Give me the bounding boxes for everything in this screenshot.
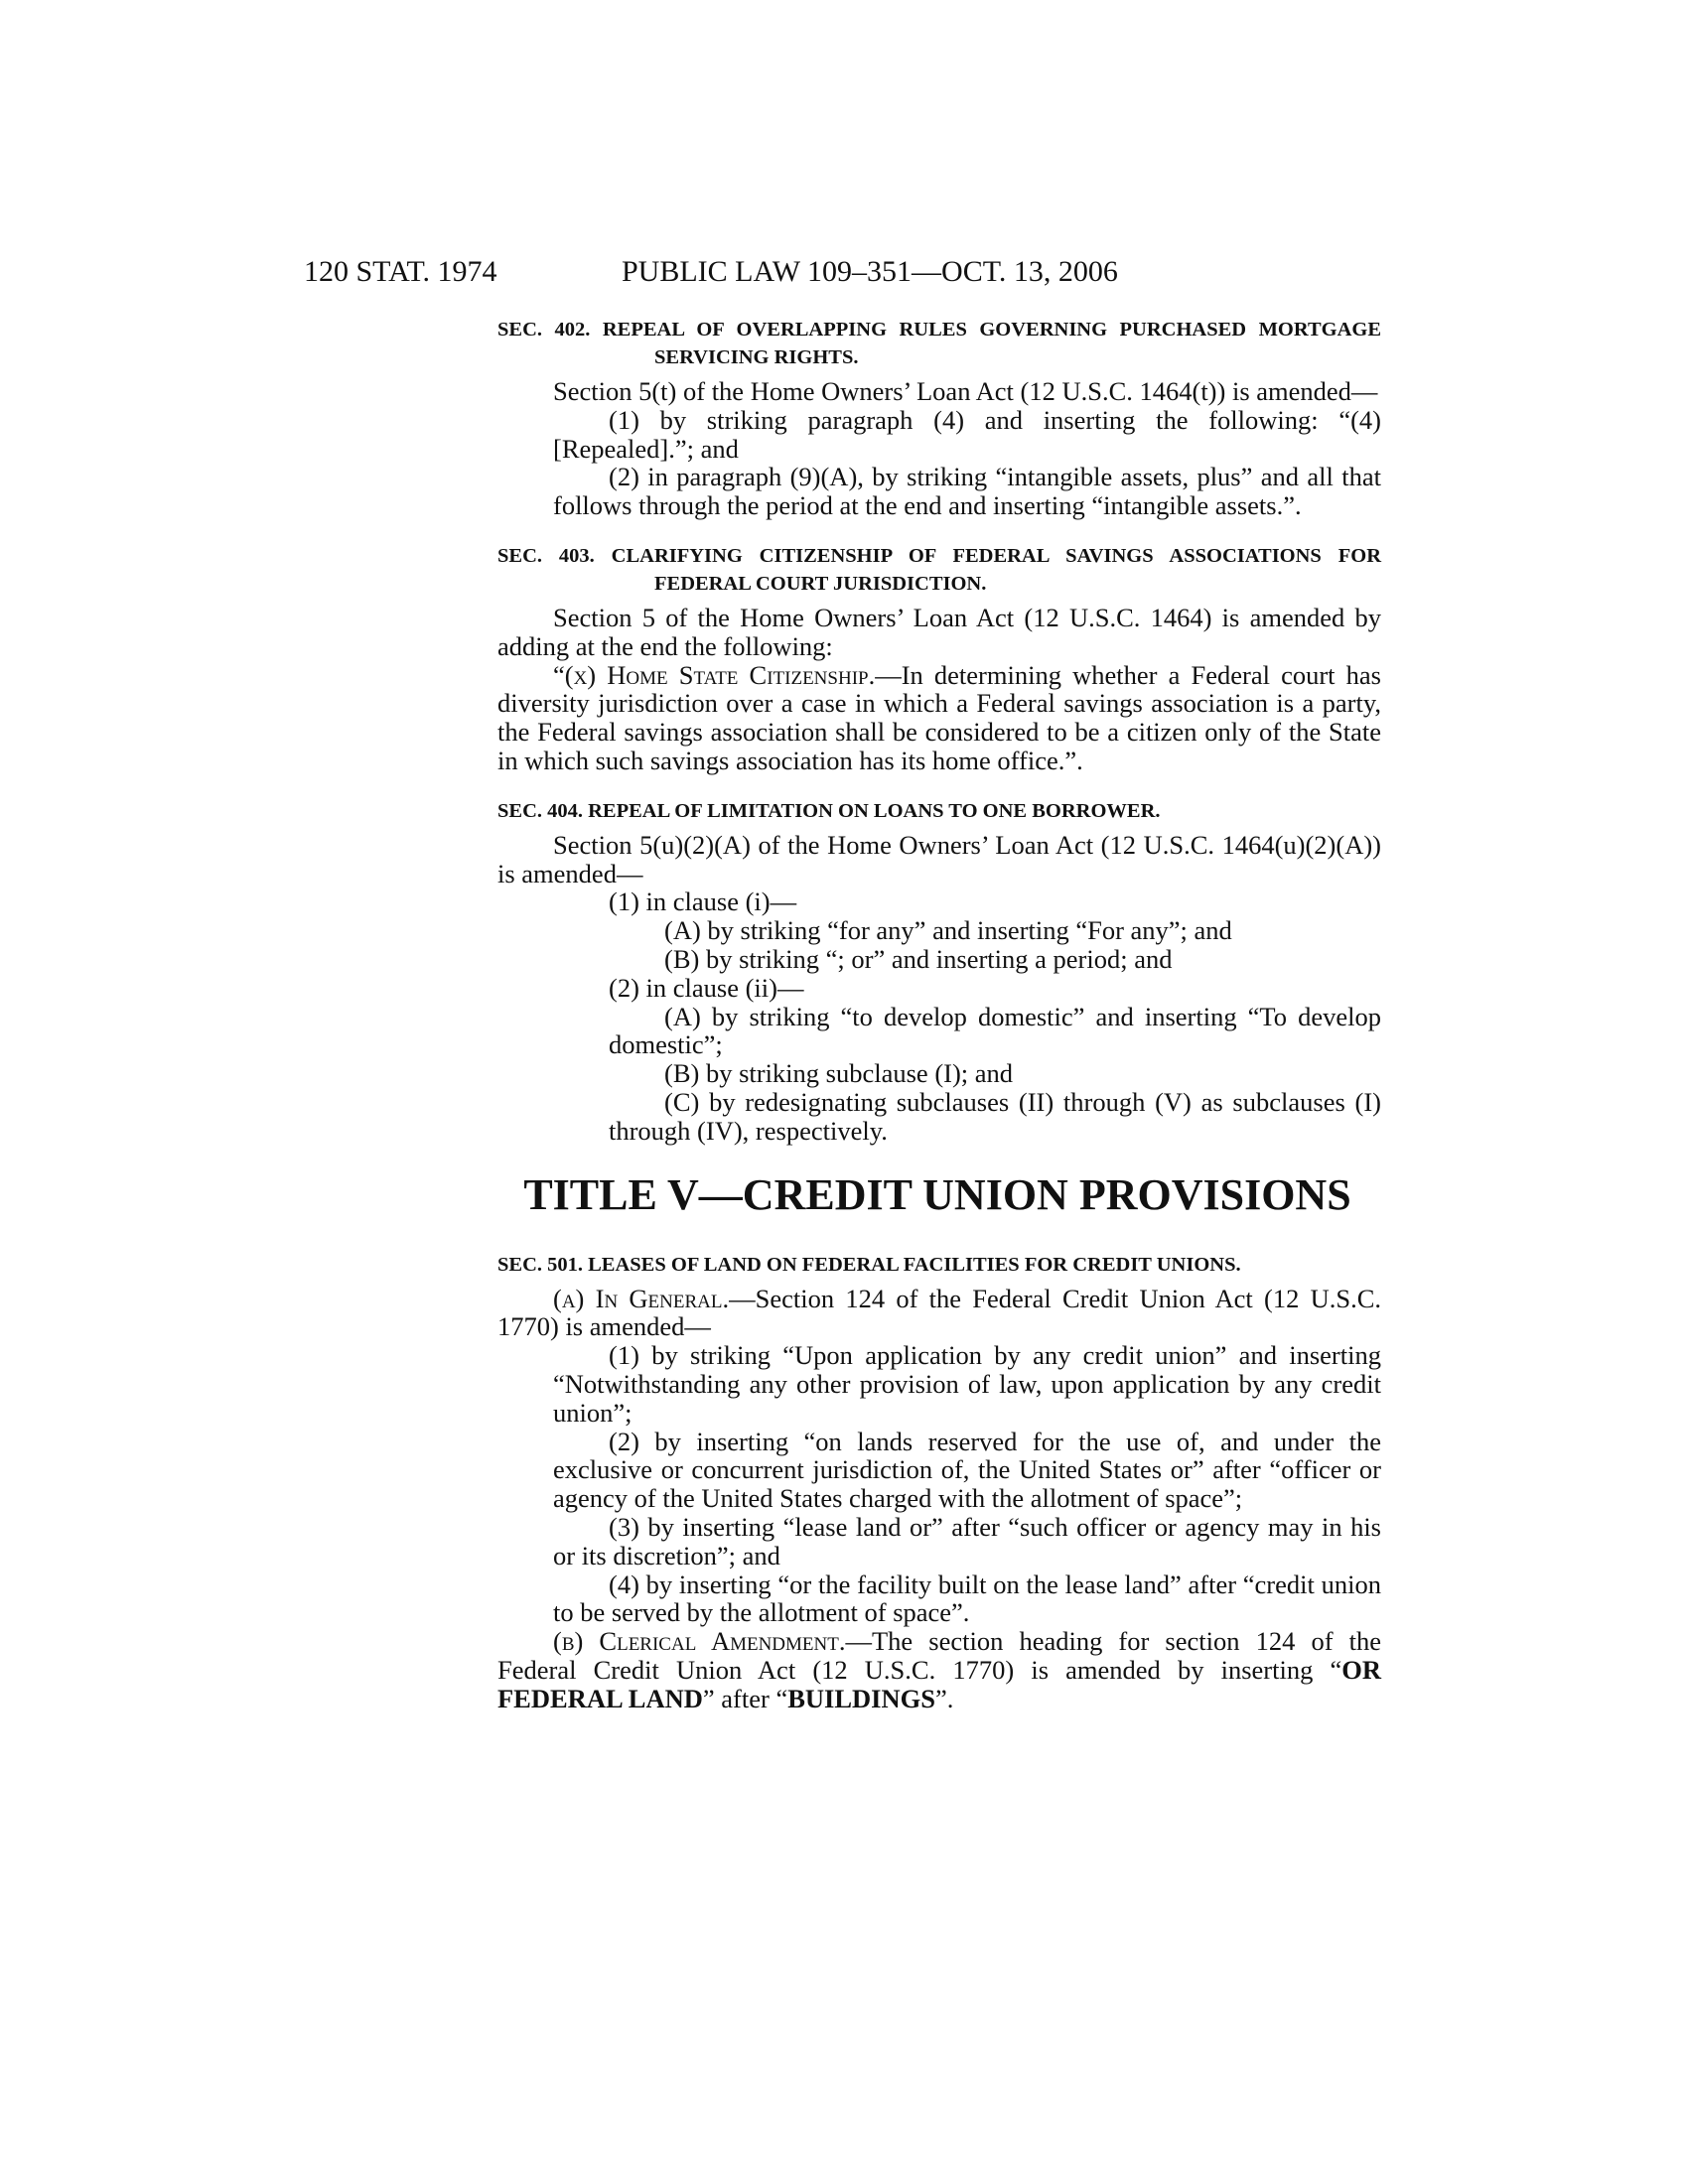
subsection-b-text-1: —The section heading for section 124 of the Federal Credit Union Act (12 U.S.C. 1770) is amended by inserting “	[497, 1626, 1381, 1685]
section-402-item-2: (2) in paragraph (9)(A), by striking “intangible assets, plus” and all that follows through the period at the end and inserting “intangible assets.”.	[553, 462, 1381, 521]
section-404-clause-1-item-b: (B) by striking “; or” and inserting a period; and	[664, 943, 1173, 974]
statute-page-number: 120 STAT. 1974	[304, 255, 497, 288]
section-403-heading: SEC. 403. CLARIFYING CITIZENSHIP OF FEDERAL SAVINGS ASSOCIATIONS FOR FEDERAL COURT JURISDICTION.	[497, 544, 1381, 595]
section-501-item-4: (4) by inserting “or the facility built on the lease land” after “credit union to be served by the allotment of space”.	[553, 1569, 1381, 1628]
section-404-clause-2-item-a: (A) by striking “to develop domestic” and inserting “To develop domestic”;	[609, 1001, 1381, 1060]
subsection-a-label: (a) In General.	[553, 1283, 730, 1313]
section-404-clause-1: (1) in clause (i)—	[609, 887, 797, 917]
document-body	[497, 316, 1381, 1712]
subsection-b-text-3: ”.	[934, 1683, 954, 1713]
section-402-intro: Section 5(t) of the Home Owners’ Loan Act (12 U.S.C. 1464(t)) is amended—	[553, 376, 1378, 406]
subsection-b-text-2: ” after “	[702, 1683, 788, 1713]
subsection-b-bold-2: BUILDINGS	[787, 1683, 935, 1713]
running-header	[304, 252, 1386, 292]
subsection-b-bold-1: OR FEDERAL LAND	[497, 1654, 1381, 1713]
subsection-x-text: —In determining whether a Federal court has diversity jurisdiction over a case in which a Federal savings association is a party, the Federal savings association shall be considered to be a citizen only of the State in which such savings association has its home office.”.	[497, 659, 1381, 775]
section-404-clause-2: (2) in clause (ii)—	[609, 972, 804, 1003]
subsection-a-text: —Section 124 of the Federal Credit Union Act (12 U.S.C. 1770) is amended—	[497, 1283, 1381, 1342]
section-404-clause-2-item-b: (B) by striking subclause (I); and	[664, 1058, 1014, 1089]
section-404-heading: SEC. 404. REPEAL OF LIMITATION ON LOANS TO ONE BORROWER.	[497, 799, 1161, 822]
section-402-item-1: (1) by striking paragraph (4) and inserting the following: “(4) [Repealed].”; and	[553, 404, 1381, 464]
section-501-item-3: (3) by inserting “lease land or” after “such officer or agency may in his or its discretion”; and	[553, 1511, 1381, 1570]
section-403-subsection-x	[497, 661, 1381, 775]
section-404-clause-2-item-c: (C) by redesignating subclauses (II) through (V) as subclauses (I) through (IV), respectively.	[609, 1086, 1381, 1146]
subsection-x-label: “(x) Home State Citizenship.	[553, 659, 876, 690]
section-403-intro: Section 5 of the Home Owners’ Loan Act (12 U.S.C. 1464) is amended by adding at the end the following:	[497, 602, 1381, 661]
section-501-heading: SEC. 501. LEASES OF LAND ON FEDERAL FACILITIES FOR CREDIT UNIONS.	[497, 1253, 1241, 1276]
title-v-heading: TITLE V—CREDIT UNION PROVISIONS	[523, 1169, 1351, 1219]
public-law-citation: PUBLIC LAW 109–351—OCT. 13, 2006	[622, 255, 1118, 288]
section-501-subsection-a	[497, 1285, 1381, 1342]
subsection-b-label: (b) Clerical Amendment.	[553, 1626, 846, 1657]
section-404-intro: Section 5(u)(2)(A) of the Home Owners’ Loan Act (12 U.S.C. 1464(u)(2)(A)) is amended—	[497, 829, 1381, 888]
section-402-heading: SEC. 402. REPEAL OF OVERLAPPING RULES GOVERNING PURCHASED MORTGAGE SERVICING RIGHTS.	[497, 319, 1381, 368]
section-501-subsection-b	[497, 1627, 1381, 1712]
section-501-item-2: (2) by inserting “on lands reserved for the use of, and under the exclusive or concurrent jurisdiction of, the United States or” after “officer or agency of the United States charged with the allotment of space”;	[553, 1426, 1381, 1514]
section-404-clause-1-item-a: (A) by striking “for any” and inserting “For any”; and	[664, 915, 1232, 946]
section-501-item-1: (1) by striking “Upon application by any credit union” and inserting “Notwithstanding any other provision of law, upon application by any credit union”;	[553, 1340, 1381, 1428]
